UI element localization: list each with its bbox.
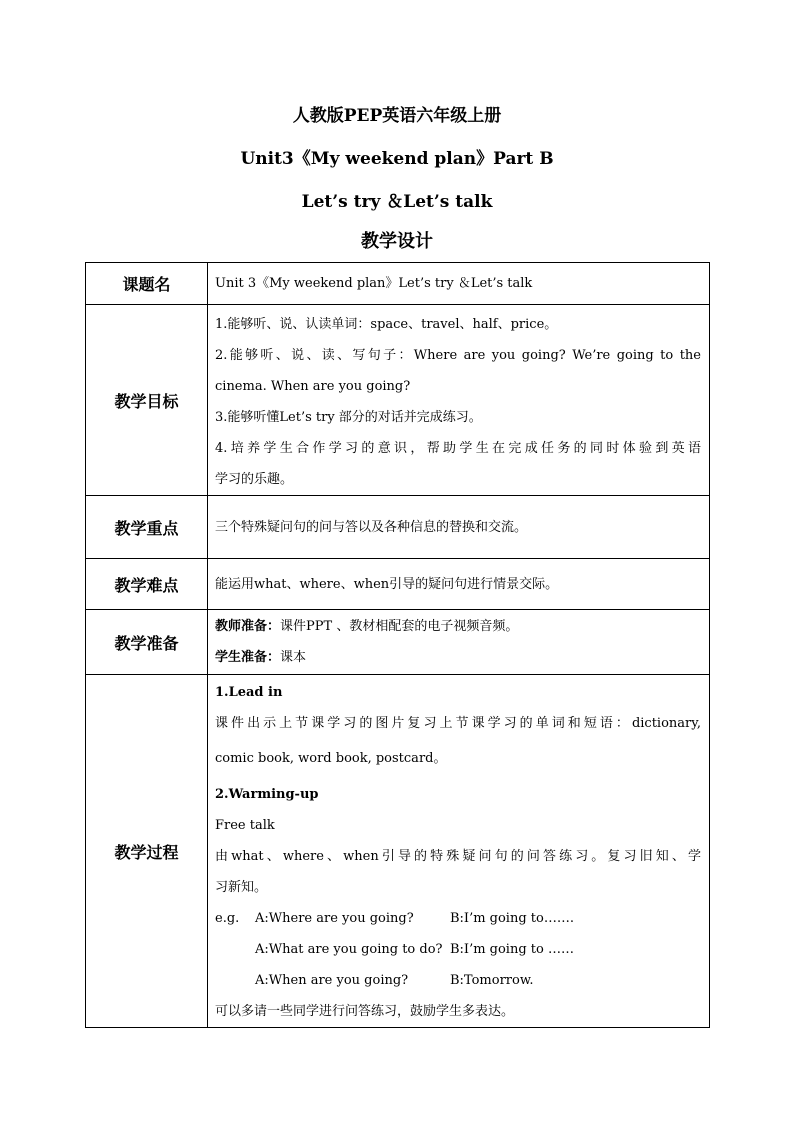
label-process: 教学过程 bbox=[86, 675, 208, 1028]
example-2 bbox=[215, 934, 701, 965]
teacher-prep-text: 课件PPT 、教材相配套的电子视频音频。 bbox=[280, 619, 519, 634]
cell-topic bbox=[208, 263, 710, 305]
example-2-b: B:I’m going to …… bbox=[450, 942, 574, 957]
student-prep-label: 学生准备： bbox=[215, 650, 281, 665]
example-1-a: A:Where are you going? bbox=[255, 911, 414, 926]
warming-line-1: 由what、where、when引导的特殊疑问句的问答练习。复习旧知、学 bbox=[215, 849, 701, 864]
student-prep-text: 课本 bbox=[280, 650, 307, 665]
difficulties-text: 能运用what、where、when引导的疑问句进行情景交际。 bbox=[215, 576, 559, 592]
cell-difficulties bbox=[208, 559, 710, 610]
topic-text: Unit 3《My weekend plan》Let’s try ＆Let’s talk bbox=[215, 276, 533, 291]
free-talk: Free talk bbox=[215, 818, 275, 833]
example-2-a: A:What are you going to do? bbox=[255, 942, 443, 957]
cell-process bbox=[208, 675, 710, 1028]
example-1 bbox=[215, 903, 701, 934]
teacher-prep-label: 教师准备： bbox=[215, 619, 281, 634]
row-difficulties bbox=[86, 559, 710, 610]
label-topic: 课题名 bbox=[86, 263, 208, 305]
warming-line-2: 习新知。 bbox=[215, 880, 268, 895]
example-3-b: B:Tomorrow. bbox=[450, 973, 534, 988]
goal-line-4: 3.能够听懂Let’s try 部分的对话并完成练习。 bbox=[215, 410, 482, 425]
doc-title-line4: 教学设计 bbox=[361, 231, 433, 252]
cell-key-points bbox=[208, 496, 710, 559]
cell-preparation bbox=[208, 610, 710, 675]
cell-goals bbox=[208, 305, 710, 496]
row-topic bbox=[86, 263, 710, 305]
label-difficulties: 教学难点 bbox=[86, 559, 208, 610]
doc-title-line3: Let’s try ＆Let’s talk bbox=[301, 192, 493, 212]
goal-line-3: cinema. When are you going? bbox=[215, 379, 411, 394]
goal-line-1: 1.能够听、说、认读单词：space、travel、half、price。 bbox=[215, 317, 558, 332]
label-preparation: 教学准备 bbox=[86, 610, 208, 675]
goal-line-5: 4.培养学生合作学习的意识，帮助学生在完成任务的同时体验到英语 bbox=[215, 441, 701, 456]
lead-in-line-2: comic book, word book, postcard。 bbox=[215, 751, 447, 766]
lesson-plan-table bbox=[85, 262, 710, 1028]
example-1-b: B:I’m going to……. bbox=[450, 911, 574, 926]
row-preparation bbox=[86, 610, 710, 675]
process-closing: 可以多请一些同学进行问答练习，鼓励学生多表达。 bbox=[215, 1004, 515, 1019]
lead-in-line-1: 课件出示上节课学习的图片复习上节课学习的单词和短语：dictionary, bbox=[215, 716, 701, 731]
row-goals bbox=[86, 305, 710, 496]
goal-line-2: 2.能够听、说、读、写句子：Where are you going? We’re going to the bbox=[215, 348, 701, 363]
row-process bbox=[86, 675, 710, 1028]
example-3 bbox=[215, 965, 701, 996]
warming-heading: 2.Warming-up bbox=[215, 787, 319, 802]
goal-line-6: 学习的乐趣。 bbox=[215, 472, 294, 487]
eg-label: e.g. bbox=[215, 911, 240, 926]
example-3-a: A:When are you going? bbox=[255, 973, 409, 988]
doc-title-line1: 人教版PEP英语六年级上册 bbox=[292, 106, 502, 126]
label-goals: 教学目标 bbox=[86, 305, 208, 496]
key-points-text: 三个特殊疑问句的问与答以及各种信息的替换和交流。 bbox=[215, 519, 528, 535]
doc-title-line2: Unit3《My weekend plan》Part B bbox=[240, 149, 554, 169]
lead-in-heading: 1.Lead in bbox=[215, 685, 283, 700]
label-key-points: 教学重点 bbox=[86, 496, 208, 559]
row-key-points bbox=[86, 496, 710, 559]
